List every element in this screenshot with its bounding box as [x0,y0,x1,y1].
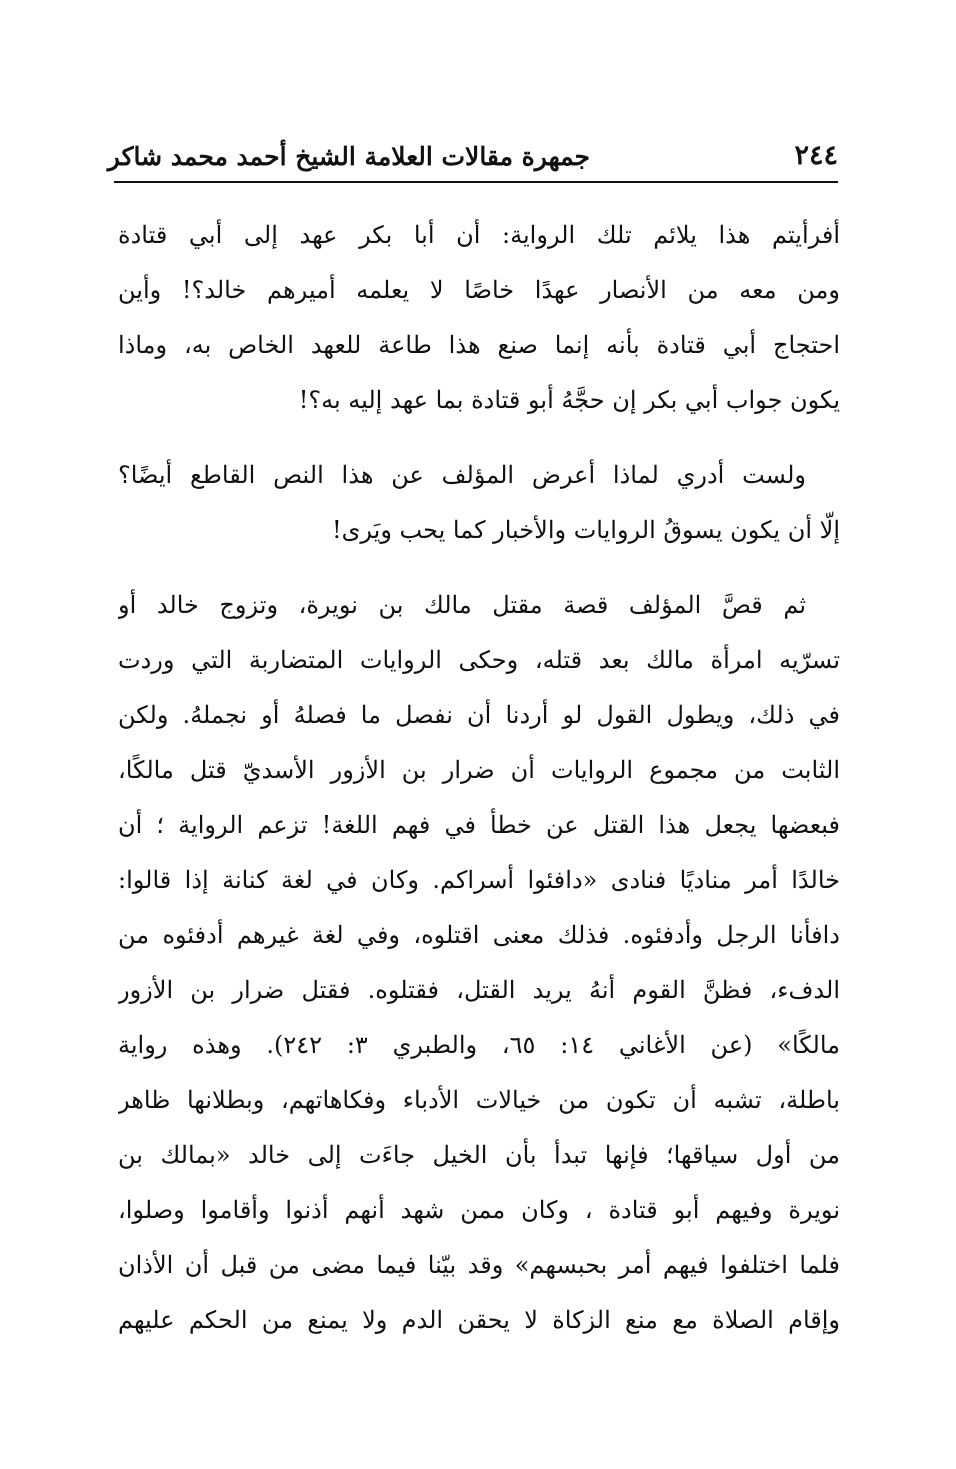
text-line: تسرّيه امرأة مالك بعد قتله، وحكى الروايات المتضاربة التي وردت [118,646,840,674]
text-line: دافأنا الرجل وأدفئوه. فذلك معنى اقتلوه، وفي لغة غيرهم أدفئوه من [118,921,840,949]
text-line: فلما اختلفوا فيهم أمر بحبسهم» وقد بيّنا فيما مضى من قبل أن الأذان [118,1251,840,1279]
body-text [118,208,840,1368]
header-rule [114,181,838,183]
text-line: إلّا أن يكون يسوقُ الروايات والأخبار كما يحب ويَرى! [331,516,840,544]
paragraph-1 [118,208,840,428]
text-line: الثابت من مجموع الروايات أن ضرار بن الأزور الأسديّ قتل مالكًا، [118,756,840,784]
text-line: الدفء، فظنَّ القوم أنهُ يريد القتل، فقتلوه. فقتل ضرار بن الأزور [118,976,840,1004]
text-line: ثم قصَّ المؤلف قصة مقتل مالك بن نويرة، وتزوج خالد أو [118,591,806,619]
text-line: نويرة وفيهم أبو قتادة ، وكان ممن شهد أنهم أذنوا وأقاموا وصلوا، [118,1196,840,1224]
text-line: أفرأيتم هذا يلائم تلك الرواية: أن أبا بكر عهد إلى أبي قتادة [118,221,840,249]
text-line: خالدًا أمر مناديًا فنادى «دافئوا أسراكم. وكان في لغة كنانة إذا قالوا: [118,866,840,894]
text-line: في ذلك، ويطول القول لو أردنا أن نفصل ما فصلهُ أو نجملهُ. ولكن [118,701,840,729]
paragraph-3 [118,578,840,1348]
running-title: جمهرة مقالات العلامة الشيخ أحمد محمد شاكر [107,142,590,171]
text-line: مالكًا» (عن الأغاني ١٤: ٦٥، والطبري ٣: ٢٤٢). وهذه رواية [118,1031,840,1059]
page-number: ٢٤٤ [794,140,838,171]
paragraph-2 [118,448,840,558]
text-line: من أول سياقها؛ فإنها تبدأ بأن الخيل جاءَت إلى خالد «بمالك بن [118,1141,840,1169]
text-line: باطلة، تشبه أن تكون من خيالات الأدباء وفكاهاتهم، وبطلانها ظاهر [118,1086,840,1114]
text-line: يكون جواب أبي بكر إن حجَّهُ أبو قتادة بما عهد إليه به؟! [298,386,840,414]
running-header [107,136,838,182]
text-line: احتجاج أبي قتادة بأنه إنما صنع هذا طاعة للعهد الخاص به، وماذا [118,331,840,359]
text-line: ومن معه من الأنصار عهدًا خاصًا لا يعلمه أميرهم خالد؟! وأين [118,276,840,304]
text-line: ولست أدري لماذا أعرض المؤلف عن هذا النص القاطع أيضًا؟ [118,461,806,489]
text-line: وإقام الصلاة مع منع الزكاة لا يحقن الدم ولا يمنع من الحكم عليهم [118,1306,840,1334]
text-line: فبعضها يجعل هذا القتل عن خطأ في فهم اللغة! تزعم الرواية ؛ أن [118,811,840,839]
